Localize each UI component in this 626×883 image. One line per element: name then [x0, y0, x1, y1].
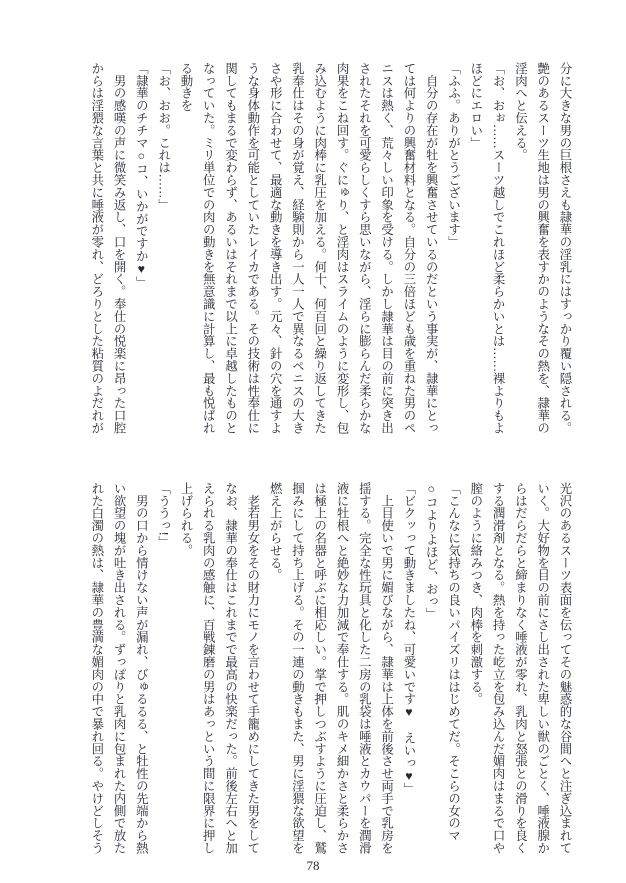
paragraph: 「ふふ。ありがとうございます」 [446, 62, 461, 248]
page-number: 78 [306, 858, 320, 873]
paragraph: 光沢のあるスーツ表面を伝ってその魅惑的な谷間へと注ぎ込まれていく。大好物を目の前にさし出された卑しい獣のごとく、唾液腺からはだらだらと締まりなく唾液が零れ、乳肉と怒張との滑りを良くする潤滑剤となる。熱を持った屹立を包み込んだ媚肉はまるで口や膣のように絡みつき、肉棒を刺激する。 [468, 482, 572, 854]
paragraph: 男の口から情けない声が漏れ、びゅるるる、と牡性の先端から熱い欲望の塊が吐き出される。ずっぽりと乳肉に包まれた内側で放たれた白濁の熱は、隷華の豊満な媚肉の中で暴れ回る。やけどしそう [89, 482, 149, 854]
paragraph: 「隷華のチチマ○コ、いかがですか♥」 [134, 62, 149, 289]
paragraph: 老若男女をその財力にモノを言わせて手籠めにしてきた男をしてなお、隷華の奉仕はこれまでで最高の快楽だった。前後左右へと加えられる乳肉の感触に、百戦錬磨の男はあっという間に限界に押し上げられる。 [178, 482, 260, 854]
paragraph: 「こんなに気持ちの良いパイズリははじめてだ。そこらの女のマ○コよりよほど、おっ」 [424, 482, 461, 842]
paragraph: 上目使いで男に媚びながら、隷華は上体を前後させ両手で乳房を揺する。完全な性玩具と化した二房の乳袋は唾液とカウパーを潤滑液に牡根へと絶妙な力加減で奉仕する。肌のキメ細かさと柔らかさは極上の名器と呼ぶに相応しい。掌で押しつぶすように圧迫し、鷲掴みにして持ち上げる。その一連の動きもまた、男に淫猥な欲望を燃え上がらせる。 [268, 482, 394, 854]
paragraph: 自分の存在が牡を興奮させているのだという事実が、隷華にとっては何よりの興奮材料となる。自分の三倍ほども歳を重ねた男のペニスは熱く、荒々しい印象を受ける。しかし隷華は目の前に突き出されたそれを可愛らしくすら思いながら、淫らに膨らんだ柔らかな肉果をこね回す。ぐにゅり、と淫肉はスライムのように変形し、包み込むように肉棒に乳圧を加える。何十、何百回と繰り返してきた乳奉仕はその身が覚え、経験則から一人一人で異なるペニスの大きさや形に合わせて、最適な動きを導き出す。元々、針の穴を通すような身体動作を可能としていたレイカである。その技術は性奉仕に関してもまるで変わらず、あるいはそれまで以上に卓越したものとなっていた。ミリ単位での肉の動きを無意識に計算し、最も悦ばれる動きを [178, 62, 439, 434]
paragraph: 男の感嘆の声に微笑み返し、口を開く。奉仕の悦楽に昂った口腔からは淫猥な言葉と共に唾液が零れ、どろりとした粘質のよだれが [89, 62, 127, 434]
paragraph: 「お、おぉ……スーツ越しでこれほど柔らかいとは……裸よりもよほどにエロい」 [468, 62, 506, 434]
paragraph: 「ビクッって動きましたね、可愛いです♥ えいっ♥」 [401, 482, 416, 796]
paragraph: 分に大きな男の巨根さえも隷華の淫乳にはすっかり覆い隠される。艶のあるスーツ生地は男の興奮を表すかのようなその熱を、隷華の淫肉へと伝える。 [513, 62, 572, 434]
paragraph: 「ううっ!」 [156, 482, 171, 549]
top-text-block [85, 62, 576, 436]
paragraph: 「お、おお。これは……」 [156, 62, 171, 211]
bottom-text-block [85, 482, 576, 854]
